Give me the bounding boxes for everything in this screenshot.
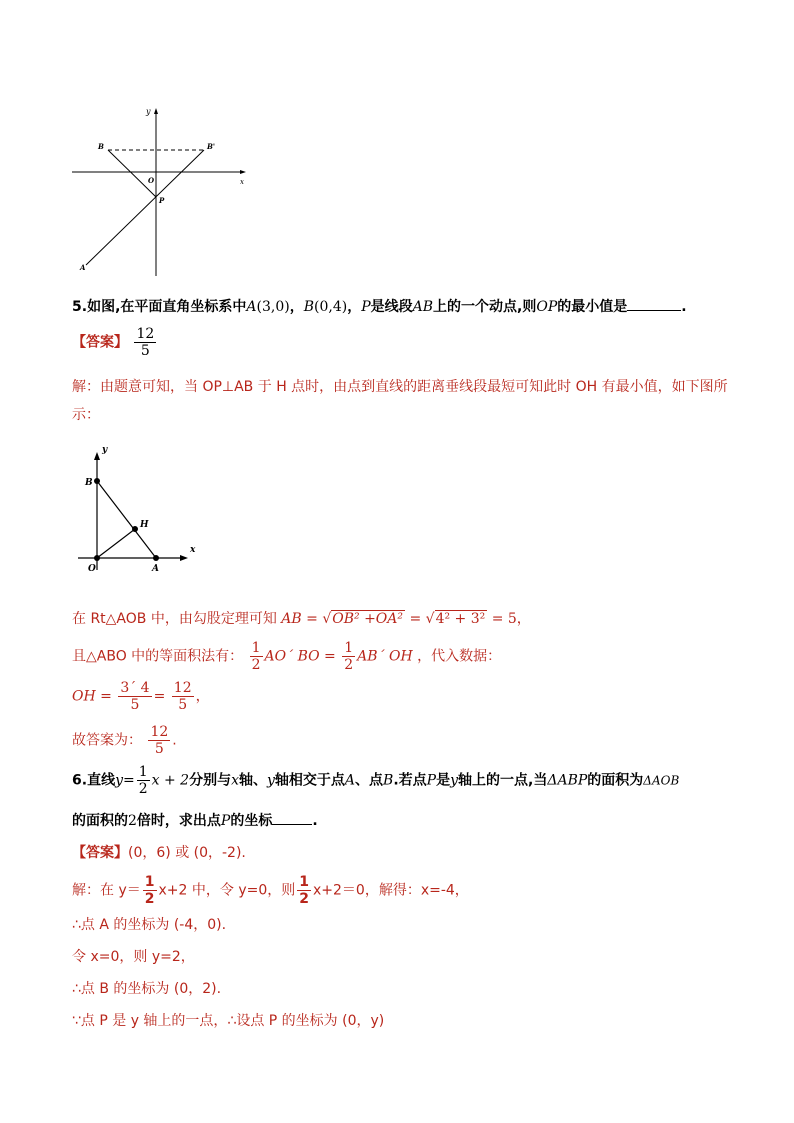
segment-ab [86, 150, 204, 265]
label-b-prime: B' [207, 142, 216, 151]
solution-6-line-1: 解：在 y＝ $\frac{1}{2}$ x+2 中，令 y=0，则 $\frac{1}{2}$ x+2＝0，解得：x=-4， [72, 874, 469, 908]
solution-5-line-4: 且△ABO 中的等面积法有： $\frac{1}{2}$ AO´ BO = $\frac{1}{2}$ AB´ OH ，代入数据： [72, 640, 502, 674]
answer-tag: 【答案】 [72, 334, 128, 351]
label-h: H [140, 520, 149, 530]
point-o [94, 555, 100, 561]
solution-6-line-3: 令 x=0，则 y=2， [72, 949, 195, 965]
y-axis-arrow [94, 452, 100, 460]
label-p: P [159, 196, 165, 205]
solution-5-line-1: 解：由题意可知，当 OP⊥AB 于 H 点时，由点到直线的距离垂线段最短可知此时 OH 有最小值，如下图所 [72, 379, 728, 395]
answer-blank [627, 298, 681, 311]
label-y: y [102, 445, 108, 455]
label-x: x [240, 178, 244, 186]
solution-5-line-3: 在 Rt△AOB 中，由勾股定理可知 AB = √OB² +OA² = √4² + 3² = 5， [72, 611, 531, 627]
figure-2 [70, 440, 210, 580]
solution-5-line-5: OH = $\frac{3´ 4}{5}$ = $\frac{12}{5}$ ， [72, 680, 210, 714]
figure-1 [70, 100, 260, 280]
label-o: O [148, 176, 155, 185]
x-axis-arrow [240, 170, 246, 174]
label-a: A [152, 564, 159, 574]
point-b [94, 478, 100, 484]
solution-5-line-6: 故答案为： $\frac{12}{5}$ . [72, 724, 177, 758]
segment-oh [97, 529, 135, 558]
y-axis-arrow [154, 108, 158, 114]
answer-5 [72, 326, 158, 359]
solution-6-line-4: ∴点 B 的坐标为 (0，2). [72, 981, 222, 997]
solution-6-line-2: ∴点 A 的坐标为 (-4，0). [72, 917, 227, 933]
answer-6: 【答案】(0，6) 或 (0，-2). [72, 845, 246, 861]
solution-6-line-5: ∵点 P 是 y 轴上的一点，∴设点 P 的坐标为 (0，y) [72, 1013, 385, 1029]
x-axis-arrow [180, 555, 188, 561]
segment-bp [108, 150, 156, 197]
question-6-line-1: 6.直线y= $\frac{1}{2}$ x + 2分别与x轴、y轴相交于点A、点B.若点P是y轴上的一点,当ΔABP的面积为ΔAOB [72, 764, 680, 798]
label-b: B [98, 142, 104, 151]
point-a [153, 555, 159, 561]
answer-fraction: $\frac{12}{5}$ [136, 326, 155, 360]
label-x: x [190, 545, 196, 555]
answer-blank [272, 812, 312, 825]
question-6-line-2: 的面积的2倍时，求出点P的坐标 . [72, 813, 318, 829]
label-y: y [146, 107, 151, 116]
solution-5-line-2: 示： [72, 407, 100, 423]
question-5: 5.如图,在平面直角坐标系中A(3,0)，B(0,4)，P是线段AB上的一个动点,则OP的最小值是 . [72, 299, 687, 315]
label-a: A [80, 263, 86, 272]
label-b: B [85, 478, 93, 488]
label-o: O [88, 564, 96, 574]
point-h [132, 526, 138, 532]
answer-tag: 【答案】 [72, 845, 128, 861]
